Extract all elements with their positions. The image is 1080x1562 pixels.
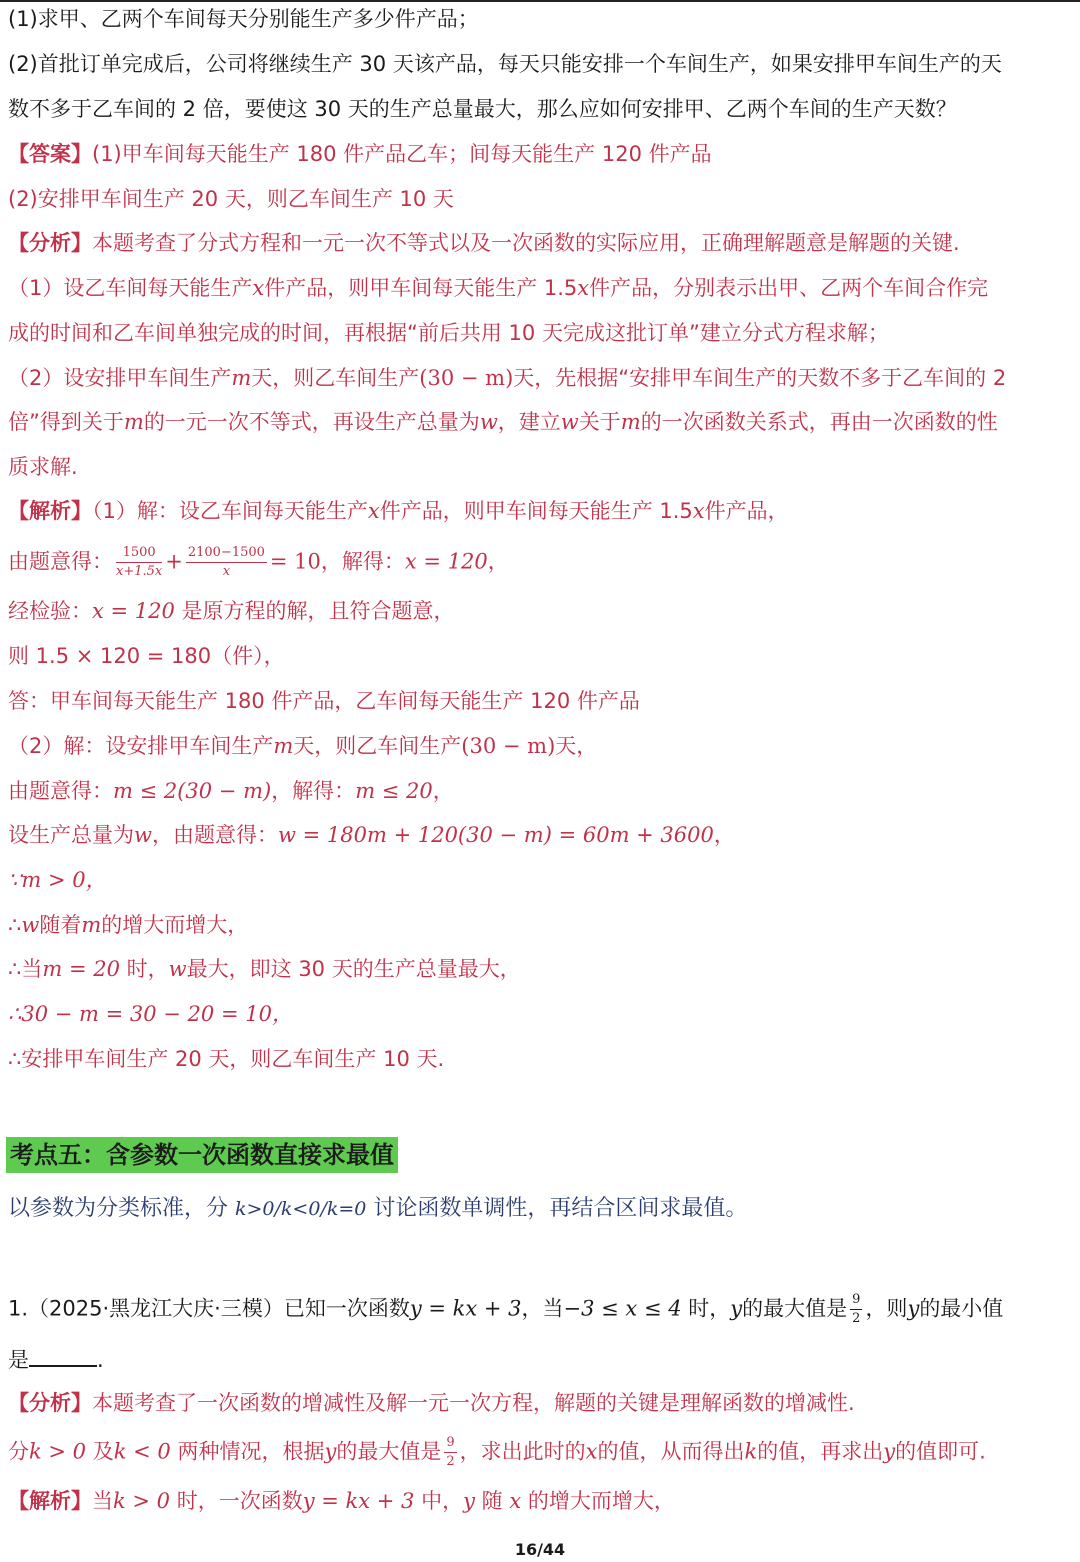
- fraction-1: [116, 546, 162, 579]
- text: ，则: [865, 1296, 908, 1321]
- math-expr: k>0/k<0/k=0: [235, 1198, 367, 1220]
- question-2-line-1: (2)首批订单完成后，公司将继续生产 30 天该产品，每天只能安排一个车间生产，如果安排甲车间生产的天: [8, 52, 1002, 76]
- text: 随着: [39, 913, 82, 937]
- section-title: 考点五：含参数一次函数直接求最值: [6, 1137, 398, 1173]
- var-y: y: [463, 1489, 475, 1513]
- question-1: (1)求甲、乙两个车间每天分别能生产多少件产品；: [8, 7, 479, 31]
- text: 两种情况，根据: [170, 1439, 325, 1464]
- analysis-line-5: [8, 407, 998, 437]
- text: 的增大而增大，: [101, 913, 249, 937]
- math-expr: (30 − m): [461, 734, 556, 758]
- var-w: w: [479, 410, 498, 434]
- problem-line-1: [8, 1293, 1003, 1326]
- text: （2）设安排甲车间生产: [8, 366, 232, 390]
- math-expr: x = 120: [404, 549, 488, 574]
- math-expr: k > 0: [113, 1489, 171, 1513]
- solution-line-4: 则 1.5 × 120 = 180（件），: [8, 644, 285, 668]
- text: 的一元一次不等式，再设生产总量为: [143, 410, 480, 434]
- problem-line-2: [8, 1343, 104, 1375]
- text: 设生产总量为: [8, 823, 134, 847]
- text: 的值即可.: [895, 1439, 986, 1464]
- text: = 10，解得：: [269, 549, 405, 574]
- analysis-tag: 【分析】: [8, 231, 92, 255]
- text: 的最小值: [919, 1296, 1004, 1321]
- text: 件产品，分别表示出甲、乙两个车间合作完: [589, 276, 989, 300]
- text: ，: [432, 779, 454, 803]
- var-w: w: [21, 913, 40, 937]
- var-w: w: [168, 957, 187, 981]
- var-m: m: [231, 366, 252, 390]
- text: 件产品，则甲车间每天能生产 1.5: [379, 499, 693, 523]
- var-x: x: [509, 1489, 522, 1513]
- text: 天，则乙车间生产: [251, 366, 420, 390]
- analysis-line-1: [8, 228, 960, 258]
- solution-tag: 【解析】: [8, 499, 92, 523]
- text: ，求出此时的: [459, 1439, 586, 1464]
- text: 关于: [578, 410, 621, 434]
- problem-solution-tag: 【解析】: [8, 1489, 92, 1513]
- fraction-denominator: 2: [446, 1454, 455, 1469]
- analysis-line-3: 成的时间和乙车间单独完成的时间，再根据“前后共用 10 天完成这批订单”建立分式方程求解；: [8, 321, 889, 345]
- text: ∴当: [8, 957, 43, 981]
- fraction-numerator: 9: [850, 1293, 862, 1310]
- var-w: w: [134, 823, 152, 847]
- var-x: x: [577, 276, 590, 300]
- problem-analysis-tag: 【分析】: [8, 1391, 92, 1415]
- var-x: x: [692, 499, 705, 523]
- top-rule: [0, 0, 1080, 2]
- text: ，建立: [497, 410, 561, 434]
- analysis-text-1: 本题考查了分式方程和一元一次不等式以及一次函数的实际应用，正确理解题意是解题的关键.: [92, 231, 960, 255]
- problem-solution-line-1: [8, 1486, 675, 1516]
- math-expr: m ≤ 20: [355, 779, 433, 803]
- text: 经检验：: [8, 599, 92, 623]
- math-expr: x = 120: [92, 599, 175, 623]
- fraction-nine-halves: [850, 1293, 862, 1326]
- fraction-denominator: x+1.5x: [116, 564, 163, 579]
- text: 由题意得：: [8, 779, 113, 803]
- text: ，解得：: [271, 779, 356, 803]
- fraction-denominator: 2: [852, 1311, 861, 1326]
- text: .: [97, 1348, 104, 1372]
- solution-line-1: [8, 496, 789, 526]
- text: ，由题意得：: [151, 823, 278, 847]
- text: 1.（2025·黑龙江大庆·三模）已知一次函数: [8, 1296, 410, 1321]
- solution-line-9: ∵m > 0，: [8, 868, 107, 892]
- text: 天，: [555, 734, 598, 758]
- text: 时，一次函数: [170, 1489, 303, 1513]
- fraction-nine-halves: [444, 1436, 456, 1469]
- solution-line-13: ∴安排甲车间生产 20 天，则乙车间生产 10 天.: [8, 1047, 445, 1071]
- solution-line-5: 答：甲车间每天能生产 180 件产品，乙车间每天能生产 120 件产品: [8, 689, 640, 713]
- text: 的最大值是: [336, 1439, 442, 1464]
- var-w: w: [560, 410, 579, 434]
- text: 的值，再求出: [757, 1439, 884, 1464]
- fraction-numerator: 2100−1500: [186, 546, 267, 563]
- math-expr: w = 180m + 120(30 − m) = 60m + 3600: [277, 823, 714, 847]
- answer-blank[interactable]: [29, 1343, 97, 1367]
- solution-line-11: [8, 954, 521, 984]
- text: 时，: [681, 1296, 731, 1321]
- math-expr: −3 ≤ x ≤ 4: [563, 1296, 682, 1321]
- problem-analysis-line-1: [8, 1388, 855, 1418]
- answer-line-1: [8, 139, 712, 169]
- math-expr: (30 − m): [419, 366, 514, 390]
- math-expr: y = kx + 3: [302, 1489, 415, 1513]
- analysis-line-2: [8, 273, 988, 303]
- answer-line-2: (2)安排甲车间生产 20 天，则乙车间生产 10 天: [8, 187, 454, 211]
- fraction-2: [186, 546, 267, 579]
- text: 本题考查了一次函数的增减性及解一元一次方程，解题的关键是理解函数的增减性.: [92, 1391, 855, 1415]
- text: 由题意得：: [8, 549, 113, 574]
- fraction-numerator: 1500: [116, 546, 162, 563]
- text: 分: [8, 1439, 29, 1464]
- text: ，当: [521, 1296, 564, 1321]
- solution-line-6: [8, 731, 597, 761]
- text: 讨论函数单调性，再结合区间求最值。: [366, 1196, 748, 1221]
- solution-line-8: [8, 820, 735, 850]
- text: 的最大值是: [742, 1296, 848, 1321]
- text: 当: [92, 1489, 113, 1513]
- solution-line-12: ∴30 − m = 30 − 20 = 10，: [8, 1002, 293, 1026]
- math-expr: m ≤ 2(30 − m): [113, 779, 272, 803]
- math-expr: k > 0: [29, 1439, 87, 1464]
- text: （1）解：设乙车间每天能生产: [92, 499, 368, 523]
- text: 是: [8, 1348, 29, 1372]
- var-y: y: [730, 1296, 743, 1321]
- answer-tag: 【答案】: [8, 142, 92, 166]
- math-expr: k < 0: [113, 1439, 171, 1464]
- text: 倍”得到关于: [8, 410, 124, 434]
- var-m: m: [123, 410, 144, 434]
- math-expr: y = kx + 3: [409, 1296, 522, 1321]
- var-y: y: [324, 1439, 337, 1464]
- text: 以参数为分类标准，分: [8, 1196, 235, 1221]
- var-m: m: [620, 410, 641, 434]
- var-k: k: [744, 1439, 758, 1464]
- text: 天，则乙车间生产: [293, 734, 462, 758]
- therefore-symbol: ∴: [8, 913, 22, 937]
- text: ，: [487, 549, 509, 574]
- solution-line-3: [8, 596, 455, 626]
- text: （1）设乙车间每天能生产: [8, 276, 253, 300]
- text: 天，先根据“安排甲车间生产的天数不多于乙车间的 2: [513, 366, 1007, 390]
- var-y: y: [907, 1296, 920, 1321]
- question-2-line-2: 数不多于乙车间的 2 倍，要使这 30 天的生产总量最大，那么应如何安排甲、乙两个车间的生产天数？: [8, 97, 957, 121]
- var-x: x: [585, 1439, 598, 1464]
- fraction-numerator: 9: [444, 1436, 456, 1453]
- solution-line-2: 由题意得： $\frac{1500}{x+1.5x}$ + $\frac{2100-1500}{x}$ = 10，解得：x = 120，: [8, 545, 509, 579]
- math-expr: m = 20: [42, 957, 120, 981]
- solution-line-10: [8, 910, 248, 940]
- text: 时，: [119, 957, 169, 981]
- text: 的一次函数关系式，再由一次函数的性: [640, 410, 998, 434]
- text: ，: [713, 823, 735, 847]
- text: 及: [86, 1439, 114, 1464]
- var-m: m: [81, 913, 102, 937]
- text: 件产品，则甲车间每天能生产 1.5: [264, 276, 578, 300]
- text: 是原方程的解，且符合题意，: [174, 599, 455, 623]
- var-x: x: [252, 276, 265, 300]
- text: 的值，从而得出: [597, 1439, 745, 1464]
- problem-analysis-line-2: [8, 1436, 986, 1469]
- var-x: x: [367, 499, 380, 523]
- answer-text-1: (1)甲车间每天能生产 180 件产品乙车；间每天能生产 120 件产品: [92, 142, 712, 166]
- solution-line-7: [8, 776, 454, 806]
- text: （2）解：设安排甲车间生产: [8, 734, 274, 758]
- var-m: m: [273, 734, 294, 758]
- section-description: [8, 1193, 747, 1225]
- analysis-line-4: [8, 363, 1006, 393]
- var-y: y: [883, 1439, 896, 1464]
- fraction-denominator: x: [222, 564, 231, 579]
- text: 件产品，: [704, 499, 789, 523]
- page-number: 16/44: [514, 1540, 566, 1559]
- text: 中，: [414, 1489, 464, 1513]
- text: 随: [474, 1489, 510, 1513]
- text: 的增大而增大，: [521, 1489, 675, 1513]
- text: 最大，即这 30 天的生产总量最大，: [186, 957, 521, 981]
- analysis-line-6: 质求解.: [8, 455, 78, 479]
